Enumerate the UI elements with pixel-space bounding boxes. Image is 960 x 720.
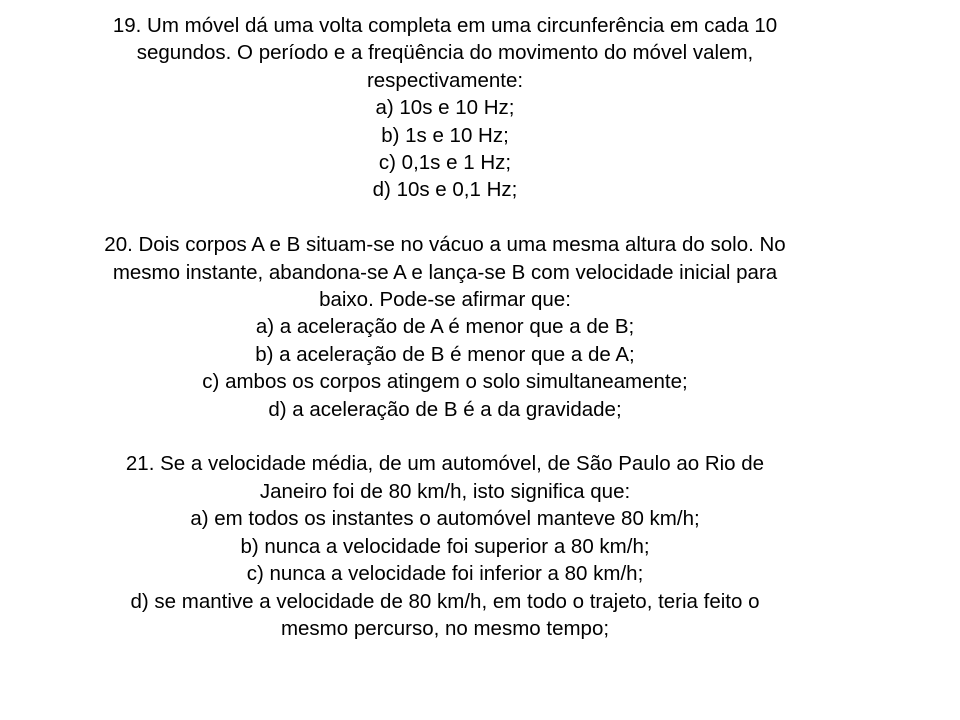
question-21-option-c: c) nunca a velocidade foi inferior a 80 km/h; (246, 562, 644, 586)
question-21-option-a: a) em todos os instantes o automóvel manteve 80 km/h; (190, 507, 700, 531)
question-20-option-d: d) a aceleração de B é a da gravidade; (268, 397, 622, 421)
question-20-stem-line-2: mesmo instante, abandona-se A e lança-se B com velocidade inicial para (112, 260, 778, 284)
question-20 (0, 231, 890, 423)
question-20-option-c: c) ambos os corpos atingem o solo simultaneamente; (202, 370, 688, 394)
question-19-stem-line-3: respectivamente: (366, 68, 524, 92)
question-21-option-d-line-2: mesmo percurso, no mesmo tempo; (280, 616, 610, 640)
question-20-stem-line-3: baixo. Pode-se afirmar que: (319, 288, 571, 312)
question-21-stem-line-2: Janeiro foi de 80 km/h, isto significa que: (259, 479, 631, 503)
question-19-option-c: c) 0,1s e 1 Hz; (378, 151, 512, 175)
question-21-option-d-line-1: d) se mantive a velocidade de 80 km/h, em todo o trajeto, teria feito o (130, 589, 760, 613)
question-19-option-b: b) 1s e 10 Hz; (381, 123, 509, 147)
question-21 (0, 450, 890, 642)
question-20-option-a: a) a aceleração de A é menor que a de B; (255, 315, 635, 339)
question-21-stem-line-1: 21. Se a velocidade média, de um automóvel, de São Paulo ao Rio de (125, 452, 765, 476)
question-19-option-a: a) 10s e 10 Hz; (375, 96, 515, 120)
question-19-stem-line-1: 19. Um móvel dá uma volta completa em uma circunferência em cada 10 (112, 14, 778, 37)
question-19-option-d: d) 10s e 0,1 Hz; (372, 178, 518, 202)
question-19-stem-line-2: segundos. O período e a freqüência do movimento do móvel valem, (136, 41, 754, 65)
question-19 (0, 12, 890, 204)
question-21-option-b: b) nunca a velocidade foi superior a 80 km/h; (240, 534, 650, 558)
question-20-stem-line-1: 20. Dois corpos A e B situam-se no vácuo a uma mesma altura do solo. No (104, 233, 786, 257)
question-sheet (0, 12, 890, 642)
question-20-option-b: b) a aceleração de B é menor que a de A; (255, 342, 635, 366)
